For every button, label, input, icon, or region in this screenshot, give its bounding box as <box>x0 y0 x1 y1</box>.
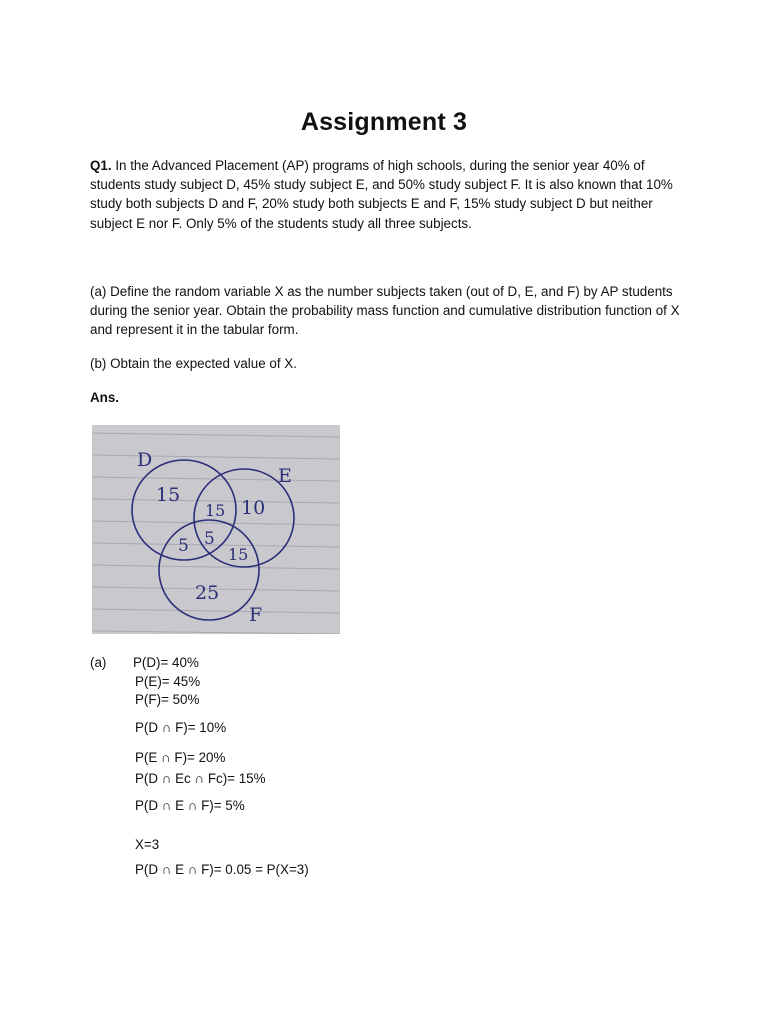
answer-part-label: (a) <box>90 655 107 670</box>
region-d-f: 5 <box>178 536 189 556</box>
region-f-only: 25 <box>195 582 220 604</box>
answer-line: P(E ∩ F)= 20% <box>135 750 226 765</box>
venn-diagram-photo <box>92 425 340 634</box>
answer-line: P(D ∩ F)= 10% <box>135 720 227 735</box>
set-label-d: D <box>137 449 153 471</box>
answer-line: P(D)= 40% <box>133 655 199 670</box>
question-1 <box>90 156 682 233</box>
set-label-e: E <box>278 465 292 487</box>
part-a-question: (a) Define the random variable X as the number subjects taken (out of D, E, and F) by AP students during the senior year. Obtain the probability mass function and cumulative distribution function of X and represent it in the tabular form. <box>90 284 680 338</box>
answer-line: P(D ∩ E ∩ F)= 5% <box>135 798 245 813</box>
venn-diagram <box>92 425 340 634</box>
region-d-e: 15 <box>205 501 226 520</box>
question-label: Q1. <box>90 158 112 173</box>
question-text: In the Advanced Placement (AP) programs of high schools, during the senior year 40% of students study subject D, 45% study subject E, and 50% study subject F. It is also known that 10% study both subjects D and F, 20% study both subjects E and F, 15% study subject D but neither subject E nor F. Only 5% of the students study all three subjects. <box>90 158 673 231</box>
region-e-f: 15 <box>228 545 249 564</box>
region-d-only: 15 <box>156 484 181 506</box>
answer-line: P(E)= 45% <box>135 674 201 689</box>
region-e-only: 10 <box>241 497 266 519</box>
answer-line: P(D ∩ Ec ∩ Fc)= 15% <box>135 771 266 786</box>
region-all-three: 5 <box>204 529 215 549</box>
set-label-f: F <box>249 604 263 626</box>
answer-line: X=3 <box>135 837 160 852</box>
page-title: Assignment 3 <box>300 108 468 136</box>
answer-line: P(D ∩ E ∩ F)= 0.05 = P(X=3) <box>135 862 309 877</box>
part-b-question: (b) Obtain the expected value of X. <box>90 356 297 371</box>
answer-heading: Ans. <box>90 390 120 405</box>
answer-line: P(F)= 50% <box>135 692 200 707</box>
